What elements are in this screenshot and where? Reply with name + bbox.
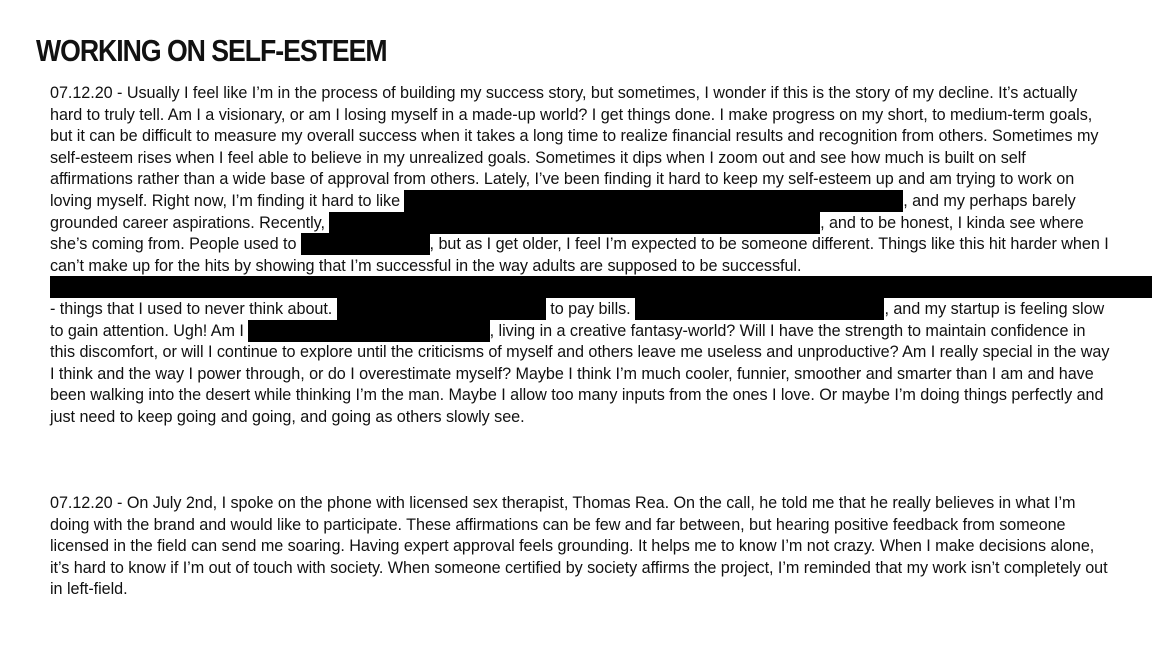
entry-text: , and to be honest, I kinda see where she’s coming from. People used to: [50, 213, 1084, 254]
redaction-bar: [337, 298, 546, 320]
entry-text: , living in a creative fantasy-world? Will I have the strength to maintain confidence in this discomfort, or will I continue to explore until the criticisms of myself and others leave me useless and unproductive? Am I really special in the way I think and the way I power through, or do I overestimate myself? Maybe I think I’m much cooler, funnier, smoother and smarter than I am and have been walking into the desert while thinking I’m the man. Maybe I allow too many inputs from the ones I love. Or maybe I’m doing things perfectly and just need to keep going and going, and going as others slowly see.: [50, 321, 1110, 426]
redaction-bar: [329, 212, 820, 234]
entry-text: , but as I get older, I feel I’m expected to be someone different. Things like this hit harder when I can’t make up for the hits by showing that I’m successful in the way adults are supposed to be successful.: [50, 235, 1109, 275]
redaction-bar: [248, 320, 489, 342]
redaction-bar: [404, 190, 903, 212]
redaction-bar: [301, 233, 430, 255]
entry-text: , and my startup is feeling slow to gain attention. Ugh! Am I: [50, 299, 1105, 340]
entry-text: - things that I used to never think about.: [50, 299, 337, 318]
redaction-bar: [50, 276, 1152, 298]
journal-entry-2: [50, 493, 1110, 601]
redaction-bar: [635, 298, 884, 320]
entry-text: , and my perhaps barely grounded career aspirations. Recently,: [50, 191, 1076, 232]
journal-entry-1: [50, 83, 1110, 429]
entry-text: 07.12.20 - On July 2nd, I spoke on the phone with licensed sex therapist, Thomas Rea. On the call, he told me that he really believes in what I’m doing with the brand and would like to participate. These affirmations can be few and far between, but hearing positive feedback from someone licensed in the field can send me soaring. Having expert approval feels grounding. It helps me to know I’m not crazy. When I make decisions alone, it’s hard to know if I’m out of touch with society. When someone certified by society affirms the project, I’m reminded that my work isn’t completely out in left-field.: [50, 494, 1108, 599]
entry-text: 07.12.20 - Usually I feel like I’m in the process of building my success story, but sometimes, I wonder if this is the story of my decline. It’s actually hard to truly tell. Am I a visionary, or am I losing myself in a made-up world? I get things done. I make progress on my short, to medium-term goals, but it can be difficult to measure my overall success when it takes a long time to realize financial results and recognition from others. Sometimes my self-esteem rises when I feel able to believe in my unrealized goals. Sometimes it dips when I zoom out and see how much is built on self affirmations rather than a wide base of approval from others. Lately, I’ve been finding it hard to keep my self-esteem up and am trying to work on loving myself. Right now, I’m finding it hard to like: [50, 84, 1099, 210]
page-title: WORKING ON SELF-ESTEEM: [36, 33, 387, 68]
entry-text: to pay bills.: [545, 299, 636, 318]
